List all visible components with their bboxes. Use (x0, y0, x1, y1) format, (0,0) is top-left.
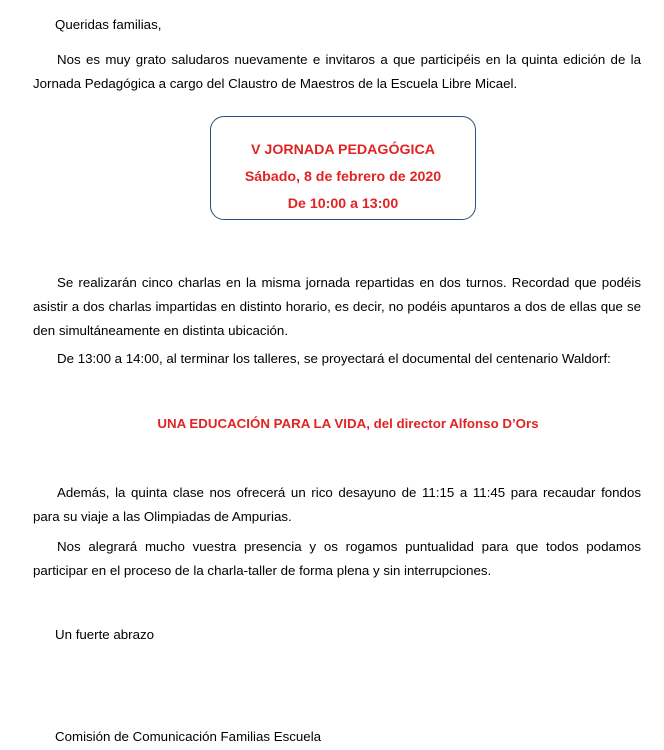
breakfast-paragraph (33, 481, 641, 529)
intro-paragraph (33, 48, 641, 96)
event-title: V JORNADA PEDAGÓGICA (251, 142, 435, 158)
event-date: Sábado, 8 de febrero de 2020 (244, 169, 442, 185)
talks-text: Se realizarán cinco charlas en la misma jornada repartidas en dos turnos. Recordad que podéis asistir a dos charlas impartidas en distinto horario, es decir, no podéis apuntaros a dos de ellas que se den simultáneamente en distinta ubicación. (33, 275, 641, 338)
farewell: Un fuerte abrazo (55, 627, 155, 642)
closing-text: Nos alegrará mucho vuestra presencia y os rogamos puntualidad para que todos podamos participar en el proceso de la charla-taller de forma plena y sin interrupciones. (33, 539, 641, 578)
documentary-text: De 13:00 a 14:00, al terminar los talleres, se proyectará el documental del centenario Waldorf: (57, 351, 611, 366)
closing-paragraph (33, 535, 641, 583)
talks-paragraph (33, 271, 641, 343)
signature: Comisión de Comunicación Familias Escuela (55, 729, 322, 744)
intro-text: Nos es muy grato saludaros nuevamente e invitaros a que participéis en la quinta edición de la Jornada Pedagógica a cargo del Claustro de Maestros de la Escuela Libre Micael. (33, 52, 641, 91)
event-box (210, 116, 476, 220)
breakfast-text: Además, la quinta clase nos ofrecerá un rico desayuno de 11:15 a 11:45 para recaudar fondos para su viaje a las Olimpiadas de Ampurias. (33, 485, 641, 524)
greeting: Queridas familias, (55, 17, 162, 32)
documentary-paragraph (33, 347, 641, 371)
documentary-title: UNA EDUCACIÓN PARA LA VIDA, del director Alfonso D’Ors (157, 416, 539, 431)
event-time: De 10:00 a 13:00 (287, 196, 399, 212)
